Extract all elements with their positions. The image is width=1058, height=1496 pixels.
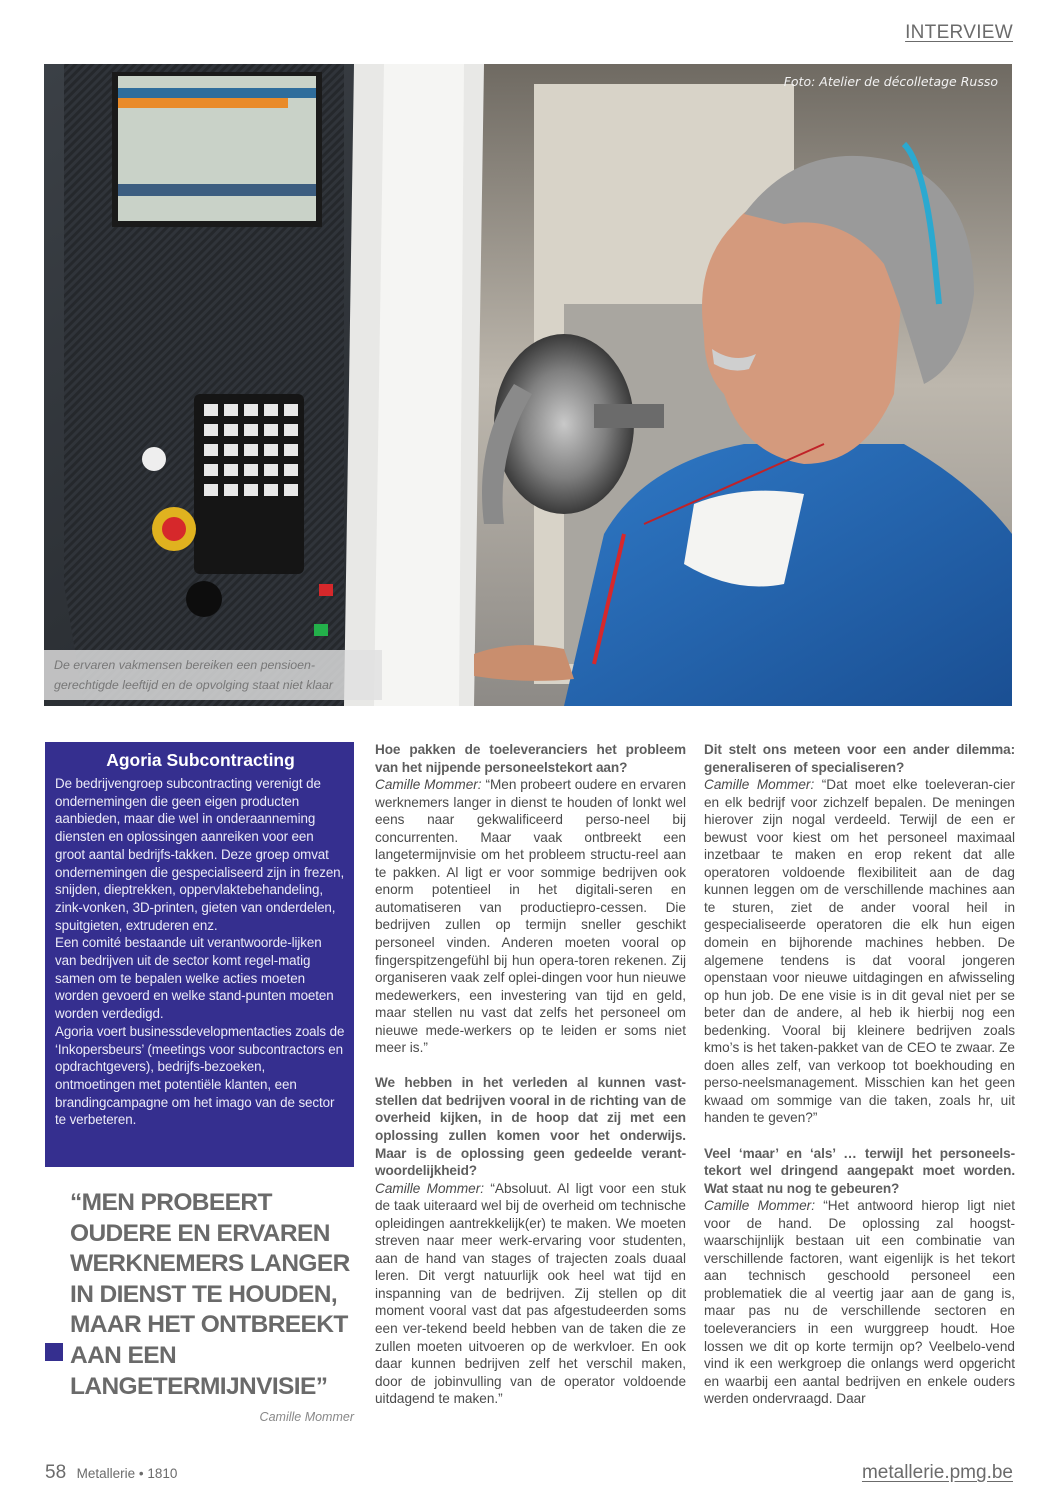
interview-question: Dit stelt ons meteen voor een ander dilemma: generaliseren of specialiseren? (704, 742, 1015, 775)
speaker-name: Camille Mommer: (375, 777, 482, 793)
answer-text: “Het antwoord hierop ligt niet voor de hand. De oplossing zal hoogst-waarschijnlijk bestaan uit een combinatie van verschillende factoren, want eigenlijk is het tekort aan technisch geschoold personeel een problematiek die al veertig jaar aan de gang is, maar pas nu de verschillende sectoren en toeleveranciers in een wurggreep houdt. Hoe lossen we dit op korte termijn op? Veelbelo-vend vind ik een werkgroep die onlangs werd opgericht en waarbij een aantal bedrijven en enkele ouders werden ondervraagd. Daar (704, 1198, 1015, 1407)
interview-answer (375, 1180, 686, 1408)
interview-question: Hoe pakken de toeleveranciers het probleem van het nijpende personeelstekort aan? (375, 742, 686, 775)
hero-photo (44, 64, 1012, 706)
article-column-2 (375, 741, 686, 1408)
pull-quote-author: Camille Mommer (259, 1410, 354, 1425)
footer-folio (45, 1462, 177, 1484)
agoria-sidebar-box (45, 742, 354, 1167)
interview-question: We hebben in het verleden al kunnen vast-stellen dat bedrijven vooral in de richting van de overheid kijken, in de hoop dat zij met een oplossing zullen komen voor het onderwijs. Maar is de oplossing geen gedeelde verant-woordelijkheid? (375, 1075, 686, 1179)
section-label: INTERVIEW (905, 22, 1013, 43)
footer-website-link[interactable]: metallerie.pmg.be (861, 1462, 1013, 1483)
sidebar-title: Agoria Subcontracting (106, 750, 295, 770)
speaker-name: Camille Mommer: (704, 1198, 815, 1214)
interview-question: Veel ‘maar’ en ‘als’ … terwijl het personeels-tekort wel dringend aangepakt moet worden. Wat staat nu nog te gebeuren? (704, 1145, 1015, 1196)
quote-square-marker (45, 1343, 63, 1361)
interview-answer (704, 1197, 1015, 1408)
speaker-name: Camille Mommer: (375, 1180, 485, 1196)
page-number: 58 (45, 1462, 67, 1483)
answer-text: “Men probeert oudere en ervaren werknemers langer in dienst te houden of lonkt wel eens naar gekwalificeerd perso-neel bij concurrenten. Maar vaak ontbreekt een langetermijnvisie om het probleem structu-reel aan te pakken. Al ligt er voor sommige bedrijven ook enorm potentieel in het digitali-seren en automatiseren van productiepro-cessen. Die bedrijven zullen op termijn sneller geschikt personeel vinden. Anderen moeten vooral op fingerspitzengefühl bij hun opera-toren rekenen. Zij organiseren vaak zelf oplei-dingen voor hun nieuwe medewerkers, een investering van tijd en geld, maar stellen nu vast dat zelfs het personeel om nieuwe mede-werkers op te leiden er soms niet meer is.” (375, 777, 686, 1056)
answer-text: “Absoluut. Al ligt voor een stuk de taak uiteraard wel bij de overheid om technische opleidingen aantrekkelijk(er) te maken. We moeten streven naar meer werk-ervaring voor studenten, aan de hand van stages of trajecten zoals duaal leren. Dit vergt natuurlijk ook heel wat tijd en inspanning van de bedrijven. Zij stellen op dit moment vooral vast dat pas afgestudeerden soms een ver-tekend beeld hebben van de taken die ze zullen moeten uitvoeren op de werkvloer. En ook daar kunnen bedrijven zelf het verschil maken, door de jobinvulling van de operator voldoende uitdagend te maken.” (375, 1180, 686, 1407)
sidebar-paragraph: De bedrijvengroep subcontracting verenigt de ondernemingen die geen eigen producten aanbieden, maar die wel in onderaanneming diensten en oplossingen aanreiken voor een groot aantal bedrijfs-takken. Deze groep omvat ondernemingen die gespecialiseerd zijn in frezen, snijden, dieptrekken, oppervlaktebehandeling, zink-vonken, 3D-printen, gieten van onderdelen, spuitgieten, extruderen enz. (55, 776, 345, 933)
article-column-3 (704, 741, 1015, 1408)
pull-quote: “MEN PROBEERT OUDERE EN ERVAREN WERKNEMERS LANGER IN DIENST TE HOUDEN, MAAR HET ONTBREEKT AAN EEN LANGETERMIJNVISIE” (70, 1189, 350, 1400)
sidebar-paragraph: Agoria voert businessdevelopmentacties zoals de ‘Inkopersbeurs’ (meetings voor subcontractors en opdrachtgevers), bedrijfs-bezoeken, ontmoetingen met potentiële klanten, een brandingcampagne om het imago van de sector te verbeteren. (55, 1023, 345, 1128)
photo-caption: De ervaren vakmensen bereiken een pensioen-gerechtigde leeftijd en de opvolging staat niet klaar (44, 650, 382, 700)
interview-answer (704, 776, 1015, 1127)
speaker-name: Camille Mommer: (704, 777, 815, 793)
magazine-issue: Metallerie • 1810 (76, 1466, 178, 1481)
photo-credit: Foto: Atelier de décolletage Russo (783, 74, 998, 89)
photo-illustration (44, 64, 1012, 706)
interview-answer (375, 776, 686, 1057)
answer-text: “Dat moet elke toeleveran-cier en elk bedrijf voor zichzelf bepalen. De meningen hierover zijn nogal verdeeld. Terwijl de een er bewust voor kiest om het personeel maximaal inzetbaar te maken en erop rekent dat alle operatoren voldoende flexibiliteit aan de dag kunnen leggen om de verschillende machines aan te sturen, ziet de ander vooral heil in gespecialiseerde operatoren die elk hun eigen domein en bijhorende machines hebben. De algemene tendens is dat vooral jongeren openstaan voor nieuwe uitdagingen en afwisseling op hun job. De ene visie is in dit geval niet per se beter dan de andere, al heb ik hierbij nog een bedenking. Vooral bij kleinere bedrijven zoals kmo’s is het taken-pakket van de CEO te zwaar. Ze doen alles zelf, van verkoop tot boekhouding en perso-neelsmanagement. Misschien kan het geen kwaad om sommige van die taken, zoals hr, uit handen te geven?” (704, 777, 1015, 1126)
sidebar-paragraph: Een comité bestaande uit verantwoorde-lijken van bedrijven uit de sector komt regel-matig samen om te bepalen welke acties moeten worden gevoerd en welke stand-punten moeten worden verdedigd. (55, 935, 334, 1022)
